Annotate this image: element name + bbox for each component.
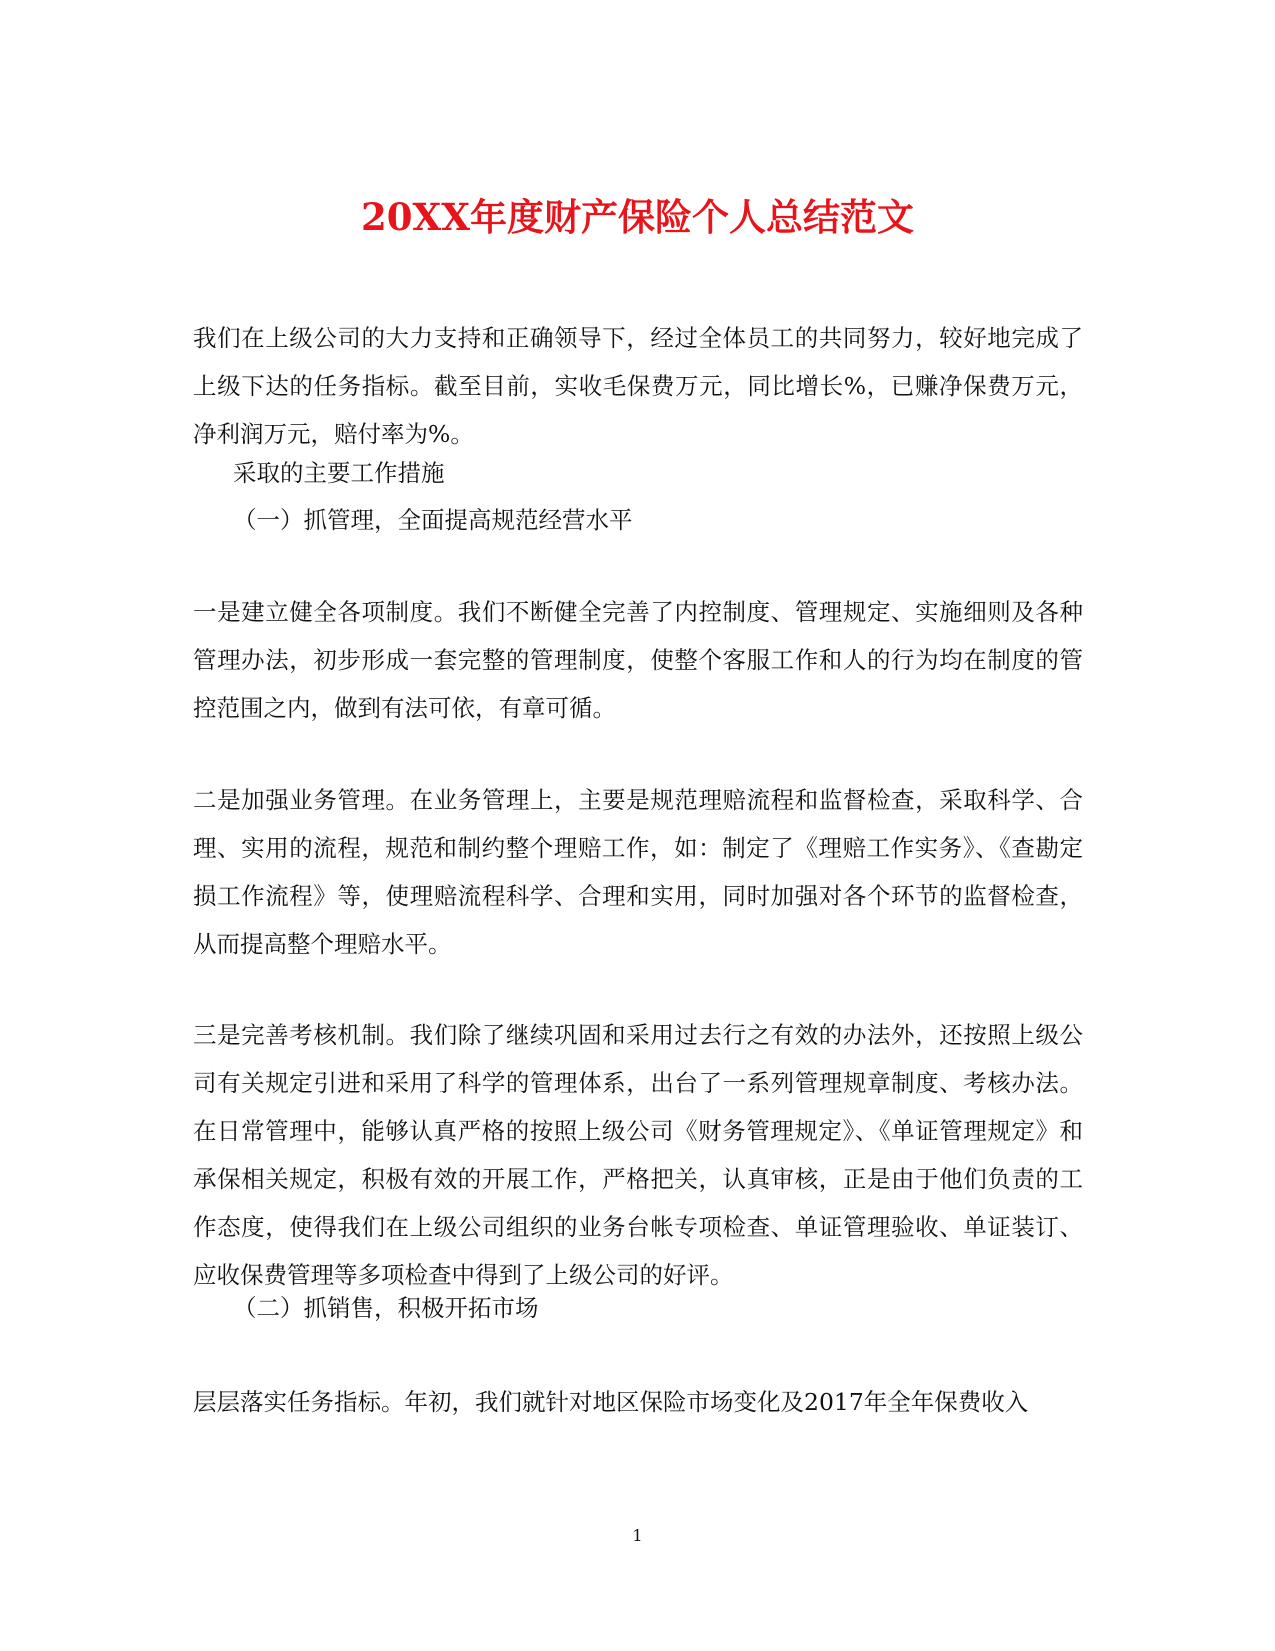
section-heading: 采取的主要工作措施 (233, 459, 445, 487)
document-title: 20XX年度财产保险个人总结范文 (361, 194, 914, 239)
intro-paragraph: 我们在上级公司的大力支持和正确领导下，经过全体员工的共同努力，较好地完成了上级下达的任务指标。截至目前，实收毛保费万元，同比增长%，已赚净保费万元，净利润万元，赔付率为%。 (193, 324, 1083, 448)
paragraph-2: 二是加强业务管理。在业务管理上，主要是规范理赔流程和监督检查，采取科学、合理、实用的流程，规范和制约整个理赔工作，如：制定了《理赔工作实务》、《查勘定损工作流程》等，使理赔流程科学、合理和实用，同时加强对各个环节的监督检查，从而提高整个理赔水平。 (193, 786, 1083, 958)
paragraph-3: 三是完善考核机制。我们除了继续巩固和采用过去行之有效的办法外，还按照上级公司有关规定引进和采用了科学的管理体系，出台了一系列管理规章制度、考核办法。在日常管理中，能够认真严格的按照上级公司《财务管理规定》、《单证管理规定》和承保相关规定，积极有效的开展工作，严格把关，认真审核，正是由于他们负责的工作态度，使得我们在上级公司组织的业务台帐专项检查、单证管理验收、单证装订、应收保费管理等多项检查中得到了上级公司的好评。 (193, 1021, 1083, 1289)
subsection-heading-2: （二）抓销售，积极开拓市场 (233, 1294, 539, 1322)
subsection-heading-1: （一）抓管理，全面提高规范经营水平 (233, 506, 633, 534)
page-number: 1 (632, 1526, 643, 1545)
paragraph-4: 层层落实任务指标。年初，我们就针对地区保险市场变化及2017年全年保费收入 (193, 1388, 1029, 1416)
paragraph-1: 一是建立健全各项制度。我们不断健全完善了内控制度、管理规定、实施细则及各种管理办法，初步形成一套完整的管理制度，使整个客服工作和人的行为均在制度的管控范围之内，做到有法可依，有章可循。 (193, 598, 1083, 722)
